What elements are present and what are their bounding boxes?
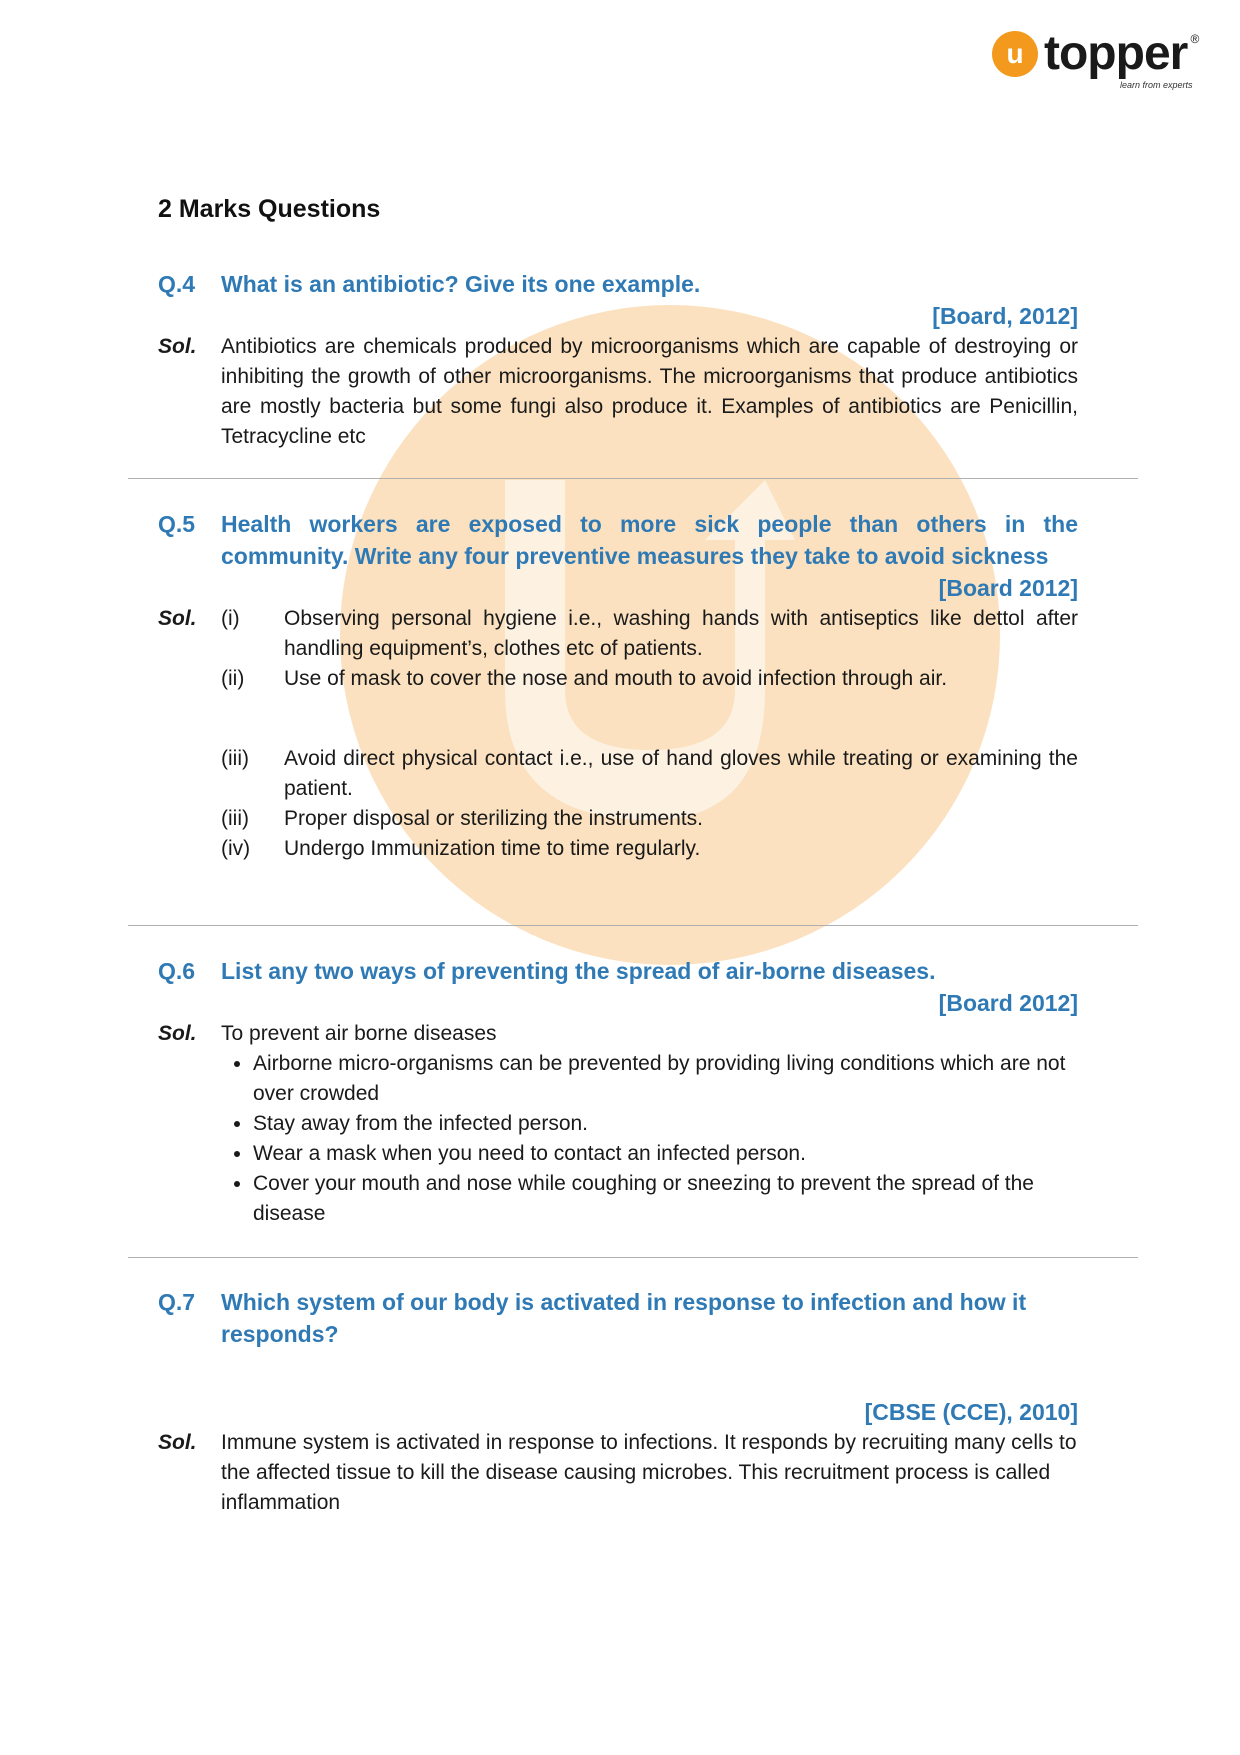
solution-intro: To prevent air borne diseases [221,1022,497,1045]
board-reference: [Board 2012] [938,575,1078,601]
question-text: Health workers are exposed to more sick people than others in the community. Write any four preventive measures they take to avoid sickness [221,511,1078,569]
question-block-q4 [158,268,1078,452]
list-item [221,744,1078,804]
solution [158,332,1078,452]
logo-badge-icon: u [992,31,1038,77]
question-number: Q.7 [158,1289,196,1315]
list-item [221,834,1078,864]
solution-label: Sol. [158,1022,197,1045]
question-row [158,1286,1078,1350]
solution [158,1428,1078,1518]
question-number: Q.6 [158,958,196,984]
solution-text: Antibiotics are chemicals produced by microorganisms which are capable of destroying or inhibiting the growth of other microorganisms. The microorganisms that produce antibiotics are mostly bacteria but some fungi also produce it. Examples of antibiotics are Penicillin, Tetracycline etc [221,335,1078,448]
list-item: • Stay away from the infected person. [253,1109,1078,1139]
list-numeral: (iii) [221,747,249,770]
solution [158,604,1078,864]
question-text: Which system of our body is activated in response to infection and how it responds? [221,1289,1027,1347]
list-item: • Wear a mask when you need to contact an infected person. [253,1139,1078,1169]
list-numeral: (iv) [221,837,251,860]
question-number: Q.4 [158,271,196,297]
section-heading: 2 Marks Questions [158,195,381,223]
board-reference: [Board, 2012] [932,303,1078,329]
solution-label: Sol. [158,607,197,630]
divider [128,1257,1138,1258]
list-item-text: Undergo Immunization time to time regularly. [284,837,701,860]
question-text: List any two ways of preventing the spread of air-borne diseases. [221,958,936,984]
list-item-text: Observing personal hygiene i.e., washing hands with antiseptics like dettol after handling equipment’s, clothes etc of patients. [284,607,1078,660]
list-item: • Cover your mouth and nose while coughing or sneezing to prevent the spread of the disease [253,1169,1078,1229]
list-item: • Airborne micro-organisms can be prevented by providing living conditions which are not over crowded [253,1049,1078,1109]
question-block-q7 [158,1286,1078,1518]
list-numeral: (iii) [221,807,249,830]
solution-text: Immune system is activated in response to infections. It responds by recruiting many cells to the affected tissue to kill the disease causing microbes. This recruitment process is called inflammation [221,1431,1077,1514]
solution-label: Sol. [158,1431,197,1454]
question-number: Q.5 [158,511,196,537]
logo-registered-mark: ® [1190,32,1200,46]
logo-tagline: learn from experts [1120,80,1193,90]
board-reference: [CBSE (CCE), 2010] [864,1399,1078,1425]
list-item [221,604,1078,664]
list-numeral: (i) [221,607,240,630]
question-row [158,268,1078,300]
list-item-text: Avoid direct physical contact i.e., use of hand gloves while treating or examining the patient. [284,747,1078,800]
bullet-list [221,1049,1078,1229]
board-reference: [Board 2012] [938,990,1078,1016]
solution [158,1019,1078,1229]
question-block-q6 [158,955,1078,1229]
topper-logo [992,27,1200,90]
list-item [221,664,1078,694]
logo-wordmark: topper [1044,27,1188,80]
list-numeral: (ii) [221,667,245,690]
question-row [158,955,1078,987]
list-item [221,804,1078,834]
solution-label: Sol. [158,335,197,358]
question-block-q5 [158,508,1078,864]
list-item-text: Proper disposal or sterilizing the instruments. [284,807,704,830]
divider [128,478,1138,479]
list-item-text: Use of mask to cover the nose and mouth to avoid infection through air. [284,667,948,690]
question-row [158,508,1078,572]
question-text: What is an antibiotic? Give its one example. [221,271,701,297]
divider [128,925,1138,926]
